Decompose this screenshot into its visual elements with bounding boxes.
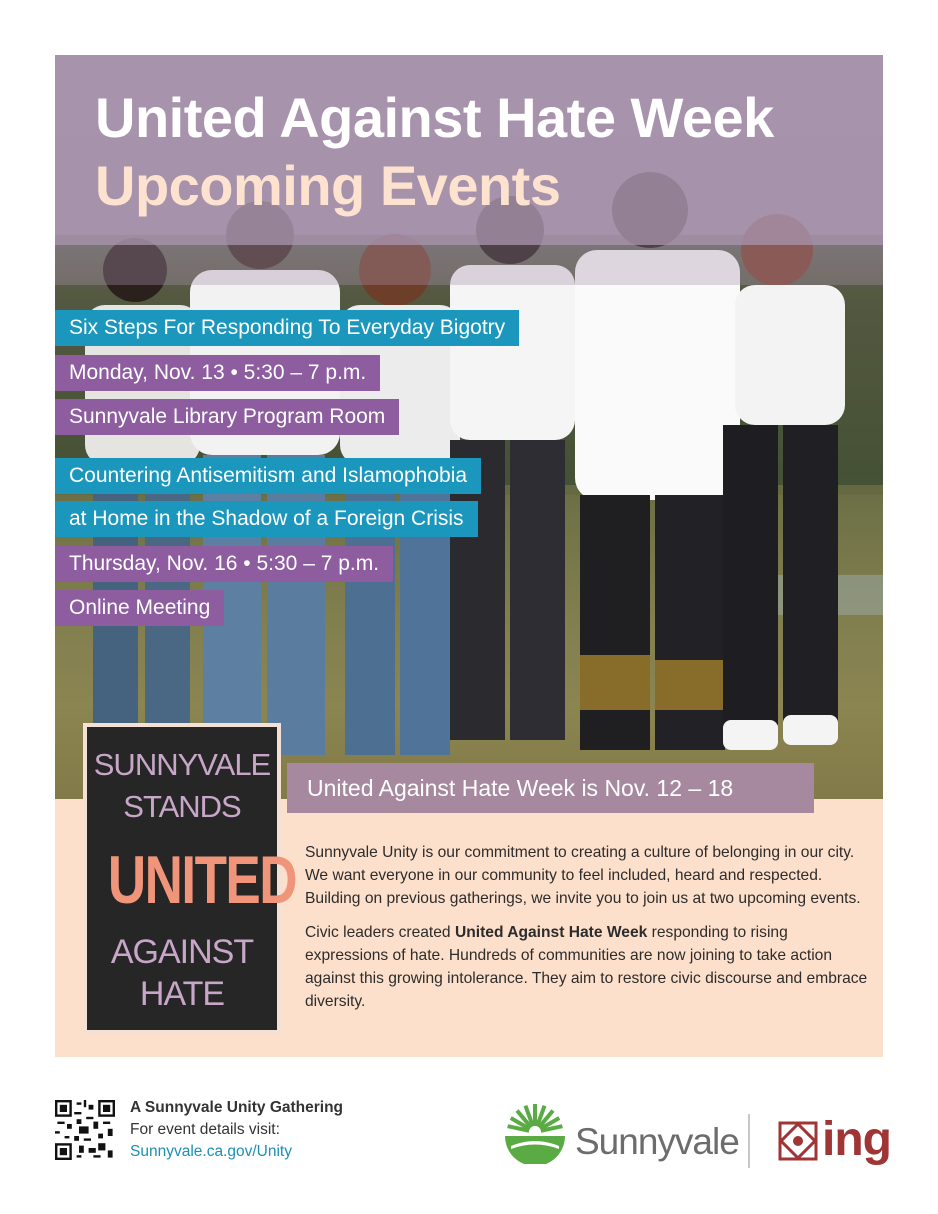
qr-code[interactable]: [55, 1100, 115, 1160]
event2-title-line2: at Home in the Shadow of a Foreign Crisis: [55, 501, 478, 537]
sunnyvale-wordmark: Sunnyvale: [575, 1121, 739, 1162]
event-poster: [55, 55, 883, 1057]
group-photo: [55, 55, 883, 799]
event1-datetime: Monday, Nov. 13 • 5:30 – 7 p.m.: [55, 355, 380, 391]
partner-wordmark: ing: [822, 1113, 891, 1166]
body-paragraph-1: Sunnyvale Unity is our commitment to creating a culture of belonging in our city. We want everyone in our community to feel included, heard and respected. Building on previous gatherings, we invite you to join us at two upcoming events.: [305, 844, 861, 907]
event1-title: Six Steps For Responding To Everyday Bigotry: [55, 310, 519, 346]
body-paragraph-2-prefix: Civic leaders created: [305, 924, 455, 941]
badge-line-hate: HATE: [139, 975, 225, 1013]
body-paragraph-2-suffix: responding to rising expressions of hate. Hundreds of communities are now joining to take action against this growing intolerance. They aim to restore civic discourse and embrace diversity.: [305, 924, 868, 1010]
logo-divider: [748, 1114, 750, 1168]
details-link[interactable]: Sunnyvale.ca.gov/Unity: [130, 1143, 292, 1160]
badge-line-sunnyvale: SUNNYVALE: [93, 747, 271, 782]
event2-datetime: Thursday, Nov. 16 • 5:30 – 7 p.m.: [55, 546, 393, 582]
partner-emblem-icon: [778, 1121, 818, 1161]
body-paragraph-2: [305, 921, 870, 1013]
body-paragraph-2-bold: United Against Hate Week: [454, 924, 648, 941]
event2-location: Online Meeting: [55, 590, 224, 626]
gathering-title: A Sunnyvale Unity Gathering: [130, 1099, 344, 1116]
poster-subtitle: Upcoming Events: [95, 154, 561, 217]
body-copy: [305, 841, 870, 1024]
badge-line-united: UNITED: [107, 842, 296, 918]
poster-title: United Against Hate Week: [95, 86, 774, 149]
badge-line-stands: STANDS: [123, 789, 241, 824]
event1-location: Sunnyvale Library Program Room: [55, 399, 399, 435]
united-against-hate-badge: [83, 723, 296, 1034]
sunnyvale-sun-logo-icon: [503, 1102, 567, 1164]
event2-title-line1: Countering Antisemitism and Islamophobia: [55, 458, 481, 494]
week-dates-banner: United Against Hate Week is Nov. 12 – 18: [287, 763, 814, 813]
badge-line-against: AGAINST: [110, 933, 254, 971]
details-label: For event details visit:: [130, 1121, 280, 1138]
